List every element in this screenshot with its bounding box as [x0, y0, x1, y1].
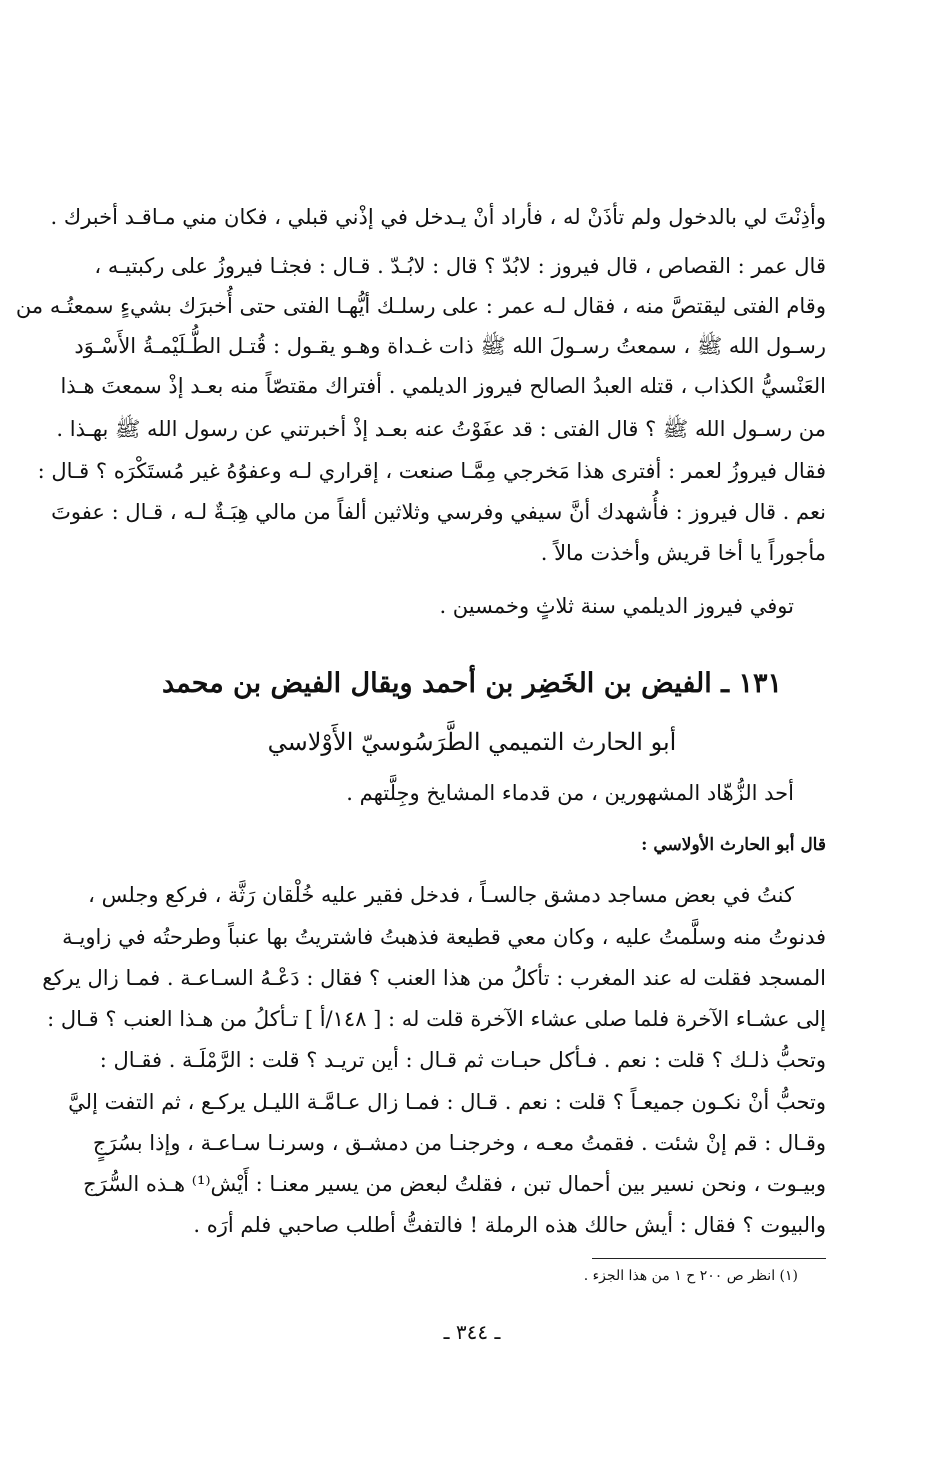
- body-line: فقال فيروزُ لعمر : أفترى هذا مَخرجي مِمَّـا صنعت ، إقراري لـه وعفوُهُ غير مُستَكْرَه ؟ قـال :: [37, 459, 826, 483]
- death-note: توفي فيروز الديلمي سنة ثلاثٍ وخمسين .: [439, 594, 794, 618]
- entry-heading: ١٣١ ـ الفيض بن الخَضِر بن أحمد ويقال الفيض بن محمد: [161, 668, 783, 699]
- body-line: من رسـول الله ﷺ ؟ قال الفتى : قد عفَوْتُ عنه بعـد إذْ أخبرتني عن رسول الله ﷺ بهـذا .: [56, 417, 826, 441]
- page-number: ـ ٣٤٤ ـ: [443, 1320, 501, 1344]
- body-line: إلى عشـاء الآخرة فلما صلى عشاء الآخرة قلت له : [ ١٤٨/أ ] تـأكلُ من هـذا العنب ؟ قـال :: [47, 1007, 826, 1031]
- body-line: وتحبُّ ذلـك ؟ قلت : نعم . فـأكل حبـات ثم قـال : أين تريـد ؟ قلت : الرَّمْلَـة . فقـال :: [99, 1048, 826, 1072]
- footnote-rule: [592, 1258, 826, 1259]
- body-line: وقـال : قم إنْ شئت . فقمتُ معـه ، وخرجنـا من دمشـق ، وسرنـا سـاعـة ، وإذا بسُرَجٍ: [92, 1131, 826, 1155]
- body-line: العَنْسيُّ الكذاب ، قتله العبدُ الصالح فيروز الديلمي . أفتراك مقتصّاً منه بعـد إذْ سمعتَ هـذا: [60, 374, 826, 398]
- body-line: والبيوت ؟ فقال : أيش حالك هذه الرملة ! فالتفتُّ أطلب صاحبي فلم أرَه .: [193, 1213, 826, 1237]
- footnote: (١) انظر ص ٢٠٠ ح ١ من هذا الجزء .: [583, 1268, 798, 1284]
- body-line: وبيـوت ، ونحن نسير بين أحمال تبن ، فقلتُ لبعض من يسير معنـا : أَيْش⁽¹⁾ هـذه السُّرَج: [83, 1172, 826, 1196]
- entry-kunya: أبو الحارث التميمي الطَّرَسُوسيّ الأَوْلاسي: [267, 728, 677, 756]
- entry-description: أحد الزُّهّاد المشهورين ، من قدماء المشايخ وجِلَّتهم .: [346, 781, 794, 805]
- body-line: وتحبُّ أنْ نكـون جميعـاً ؟ قلت : نعم . قـال : فمـا زال عـامَّـة الليـل يركـع ، ثم التفت إليَّ: [68, 1090, 826, 1114]
- body-line: المسجد فقلت له عند المغرب : تأكلُ من هذا العنب ؟ فقال : دَعْـهُ السـاعـة . فمـا زال يركع: [42, 966, 826, 990]
- body-line: رسـول الله ﷺ ، سمعتُ رسـولَ الله ﷺ ذات غـداة وهـو يقـول : قُتـل الطُّـلَيْمـةُ الأَسْـوَد: [74, 334, 826, 358]
- body-line: وقام الفتى ليقتصَّ منه ، فقال لـه عمر : على رسلـك أيُّهـا الفتى حتى أُخبرَك بشيءٍ سمعتُـه من: [15, 294, 826, 318]
- quote-label: قال أبو الحارث الأولاسي :: [641, 835, 826, 855]
- body-line: كنتُ في بعض مساجد دمشق جالسـاً ، فدخل فقير عليه خُلْقان رَثَّة ، فركع وجلس ،: [88, 883, 794, 907]
- body-line: قال عمر : القصاص ، قال فيروز : لابُدّ ؟ قال : لابُـدّ . قـال : فجثـا فيروزُ على ركبتيـه ،: [94, 254, 826, 278]
- body-line: وأذِنْتَ لي بالدخول ولم تأذَنْ له ، فأراد أنْ يـدخل في إذْني قبلي ، فكان مني مـاقـد أخبرك .: [50, 205, 826, 229]
- body-line: نعم . قال فيروز : فأُشهدك أنَّ سيفي وفرسي وثلاثين ألفاً من مالي هِبَـةٌ لـه ، قـال : عفوتَ: [51, 500, 826, 524]
- body-line: مأجوراً يا أخا قريش وأخذت مالاً .: [540, 541, 826, 565]
- body-line: فدنوتُ منه وسلَّمتُ عليه ، وكان معي قطيعة فذهبتُ فاشتريتُ بها عنباً وطرحتُه في زاويـة: [62, 925, 826, 949]
